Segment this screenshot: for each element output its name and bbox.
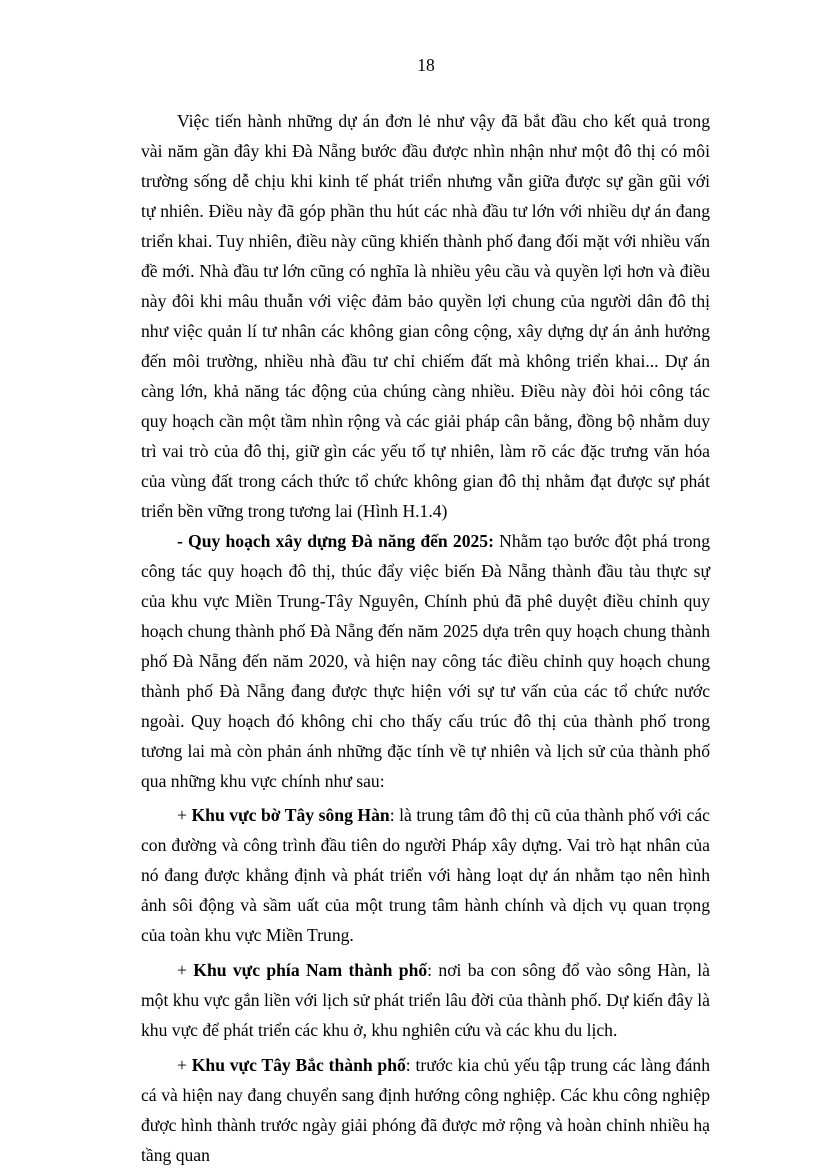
list-item-prefix: + bbox=[177, 960, 194, 980]
list-item-prefix: + bbox=[177, 1055, 192, 1075]
paragraph-body: Nhằm tạo bước đột phá trong công tác quy hoạch đô thị, thúc đẩy việc biến Đà Nẵng thành đầu tàu thực sự của khu vực Miền Trung-Tây Nguyên, Chính phủ đã phê duyệt điều chỉnh quy hoạch chung thành phố Đà Nẵng đến năm 2025 dựa trên quy hoạch chung thành phố Đà Nẵng đến năm 2020, và hiện nay công tác điều chỉnh quy hoạch chung thành phố Đà Nẵng đang được thực hiện với sự tư vấn của các tổ chức nước ngoài. Quy hoạch đó không chỉ cho thấy cấu trúc đô thị của thành phố trong tương lai mà còn phản ánh những đặc tính về tự nhiên và lịch sử của thành phố qua những khu vực chính như sau: bbox=[141, 531, 710, 791]
list-item-heading: Khu vực Tây Bắc thành phố bbox=[191, 1055, 406, 1075]
section-heading: - Quy hoạch xây dựng Đà năng đến 2025: bbox=[177, 531, 494, 551]
list-item bbox=[141, 955, 710, 1045]
list-item-heading: Khu vực phía Nam thành phố bbox=[193, 960, 428, 980]
paragraph-planning-2025 bbox=[141, 526, 710, 796]
list-item-body: : là trung tâm đô thị cũ của thành phố với các con đường và công trình đầu tiên do người Pháp xây dựng. Vai trò hạt nhân của nó đang được khẳng định và phát triển với hàng loạt dự án nhằm tạo nên hình ảnh sôi động và sầm uất của một trung tâm hành chính và dịch vụ quan trọng của toàn khu vực Miền Trung. bbox=[141, 805, 710, 945]
list-item-heading: Khu vực bờ Tây sông Hàn bbox=[191, 805, 390, 825]
document-body bbox=[141, 106, 710, 1170]
page-number: 18 bbox=[417, 55, 435, 75]
list-item-body: : nơi ba con sông đổ vào sông Hàn, là một khu vực gắn liền với lịch sử phát triển lâu đời của thành phố. Dự kiến đây là khu vực để phát triển các khu ở, khu nghiên cứu và các khu du lịch. bbox=[141, 960, 710, 1040]
paragraph-intro: Việc tiến hành những dự án đơn lẻ như vậy đã bắt đầu cho kết quả trong vài năm gần đây khi Đà Nẵng bước đầu được nhìn nhận như một đô thị có môi trường sống dễ chịu khi kinh tế phát triển nhưng vẫn giữa được sự gần gũi với tự nhiên. Điều này đã góp phần thu hút các nhà đầu tư lớn với nhiều dự án đang triển khai. Tuy nhiên, điều này cũng khiến thành phố đang đối mặt với nhiều vấn đề mới. Nhà đầu tư lớn cũng có nghĩa là nhiều yêu cầu và quyền lợi hơn và điều này đôi khi mâu thuẫn với việc đảm bảo quyền lợi chung của người dân đô thị như việc quản lí tư nhân các không gian công cộng, xây dựng dự án ảnh hưởng đến môi trường, nhiều nhà đầu tư chỉ chiếm đất mà không triển khai... Dự án càng lớn, khả năng tác động của chúng càng nhiều. Điều này đòi hỏi công tác quy hoạch cần một tầm nhìn rộng và các giải pháp cân bằng, đồng bộ nhằm duy trì vai trò của đô thị, giữ gìn các yếu tố tự nhiên, làm rõ các đặc trưng văn hóa của vùng đất trong cách thức tổ chức không gian đô thị nhằm đạt được sự phát triển bền vững trong tương lai (Hình H.1.4) bbox=[141, 111, 710, 521]
list-item bbox=[141, 1050, 710, 1170]
list-item-prefix: + bbox=[177, 805, 192, 825]
list-item-body: : trước kia chủ yếu tập trung các làng đánh cá và hiện nay đang chuyển sang định hướng công nghiệp. Các khu công nghiệp được hình thành trước ngày giải phóng đã được mở rộng và hoàn chỉnh nhiều hạ tầng quan bbox=[141, 1055, 711, 1165]
list-item bbox=[141, 800, 710, 950]
